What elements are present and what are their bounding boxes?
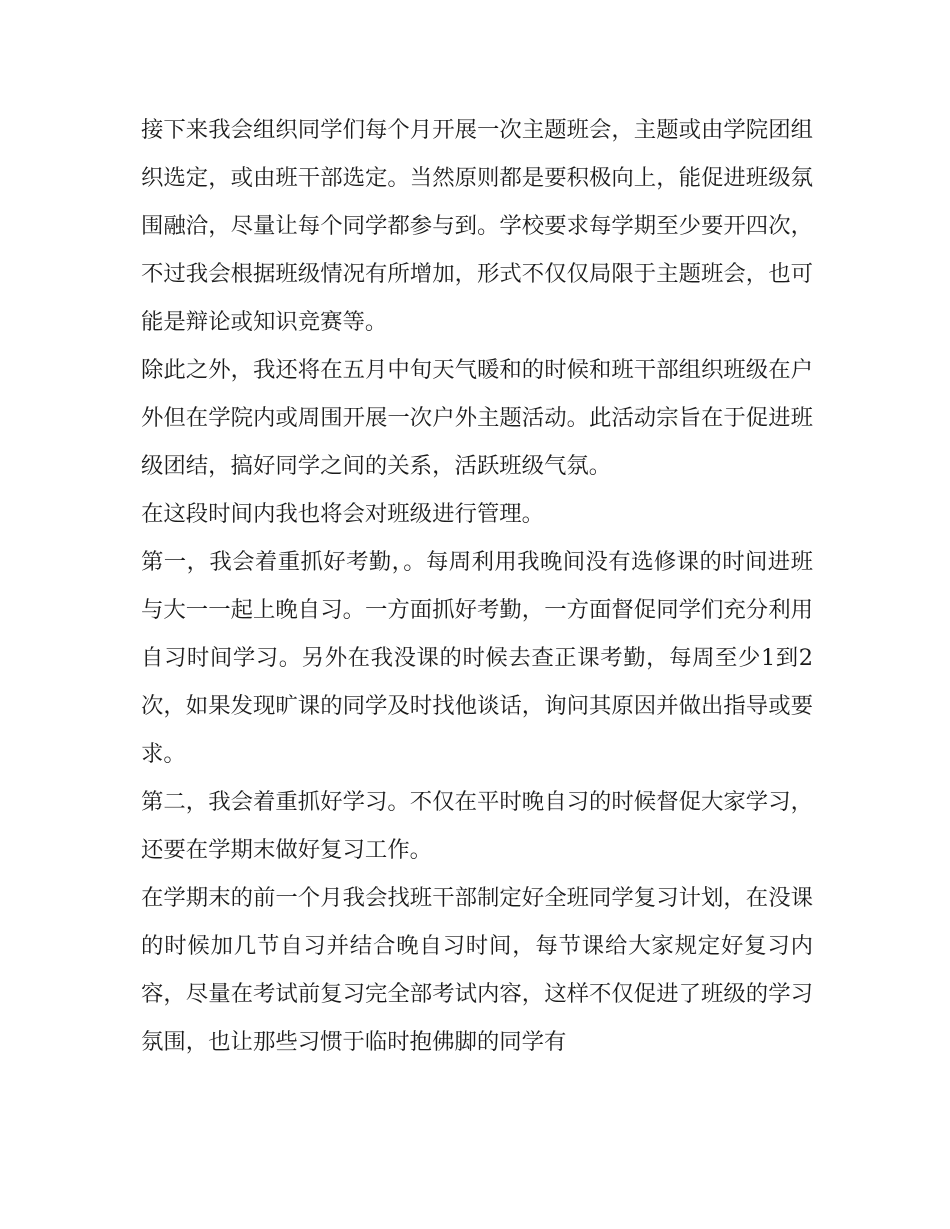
document-body — [141, 106, 813, 1066]
paragraph-review-plan: 在学期末的前一个月我会找班干部制定好全班同学复习计划，在没课的时候加几节自习并结合晚自习时间，每节课给大家规定好复习内容，尽量在考试前复习完全部考试内容，这样不仅促进了班级的学习氛围，也让那些习惯于临时抱佛脚的同学有 — [141, 885, 813, 1055]
paragraph-outdoor-activity: 除此之外，我还将在五月中旬天气暖和的时候和班干部组织班级在户外但在学院内或周围开展一次户外主题活动。此活动宗旨在于促进班级团结，搞好同学之间的关系，活跃班级气氛。 — [141, 357, 813, 479]
paragraph-study: 第二，我会着重抓好学习。不仅在平时晚自习的时候督促大家学习，还要在学期末做好复习工作。 — [141, 789, 813, 863]
paragraph-attendance: 第一，我会着重抓好考勤，。每周利用我晚间没有选修课的时间进班与大一一起上晚自习。一方面抓好考勤，一方面督促同学们充分利用自习时间学习。另外在我没课的时候去查正课考勤，每周至少1到2次，如果发现旷课的同学及时找他谈话，询问其原因并做出指导或要求。 — [141, 549, 813, 767]
paragraph-class-management: 在这段时间内我也将会对班级进行管理。 — [141, 501, 545, 527]
paragraph-class-meeting: 接下来我会组织同学们每个月开展一次主题班会，主题或由学院团组织选定，或由班干部选定。当然原则都是要积极向上，能促进班级氛围融洽，尽量让每个同学都参与到。学校要求每学期至少要开四次，不过我会根据班级情况有所增加，形式不仅仅局限于主题班会，也可能是辩论或知识竞赛等。 — [141, 117, 813, 335]
